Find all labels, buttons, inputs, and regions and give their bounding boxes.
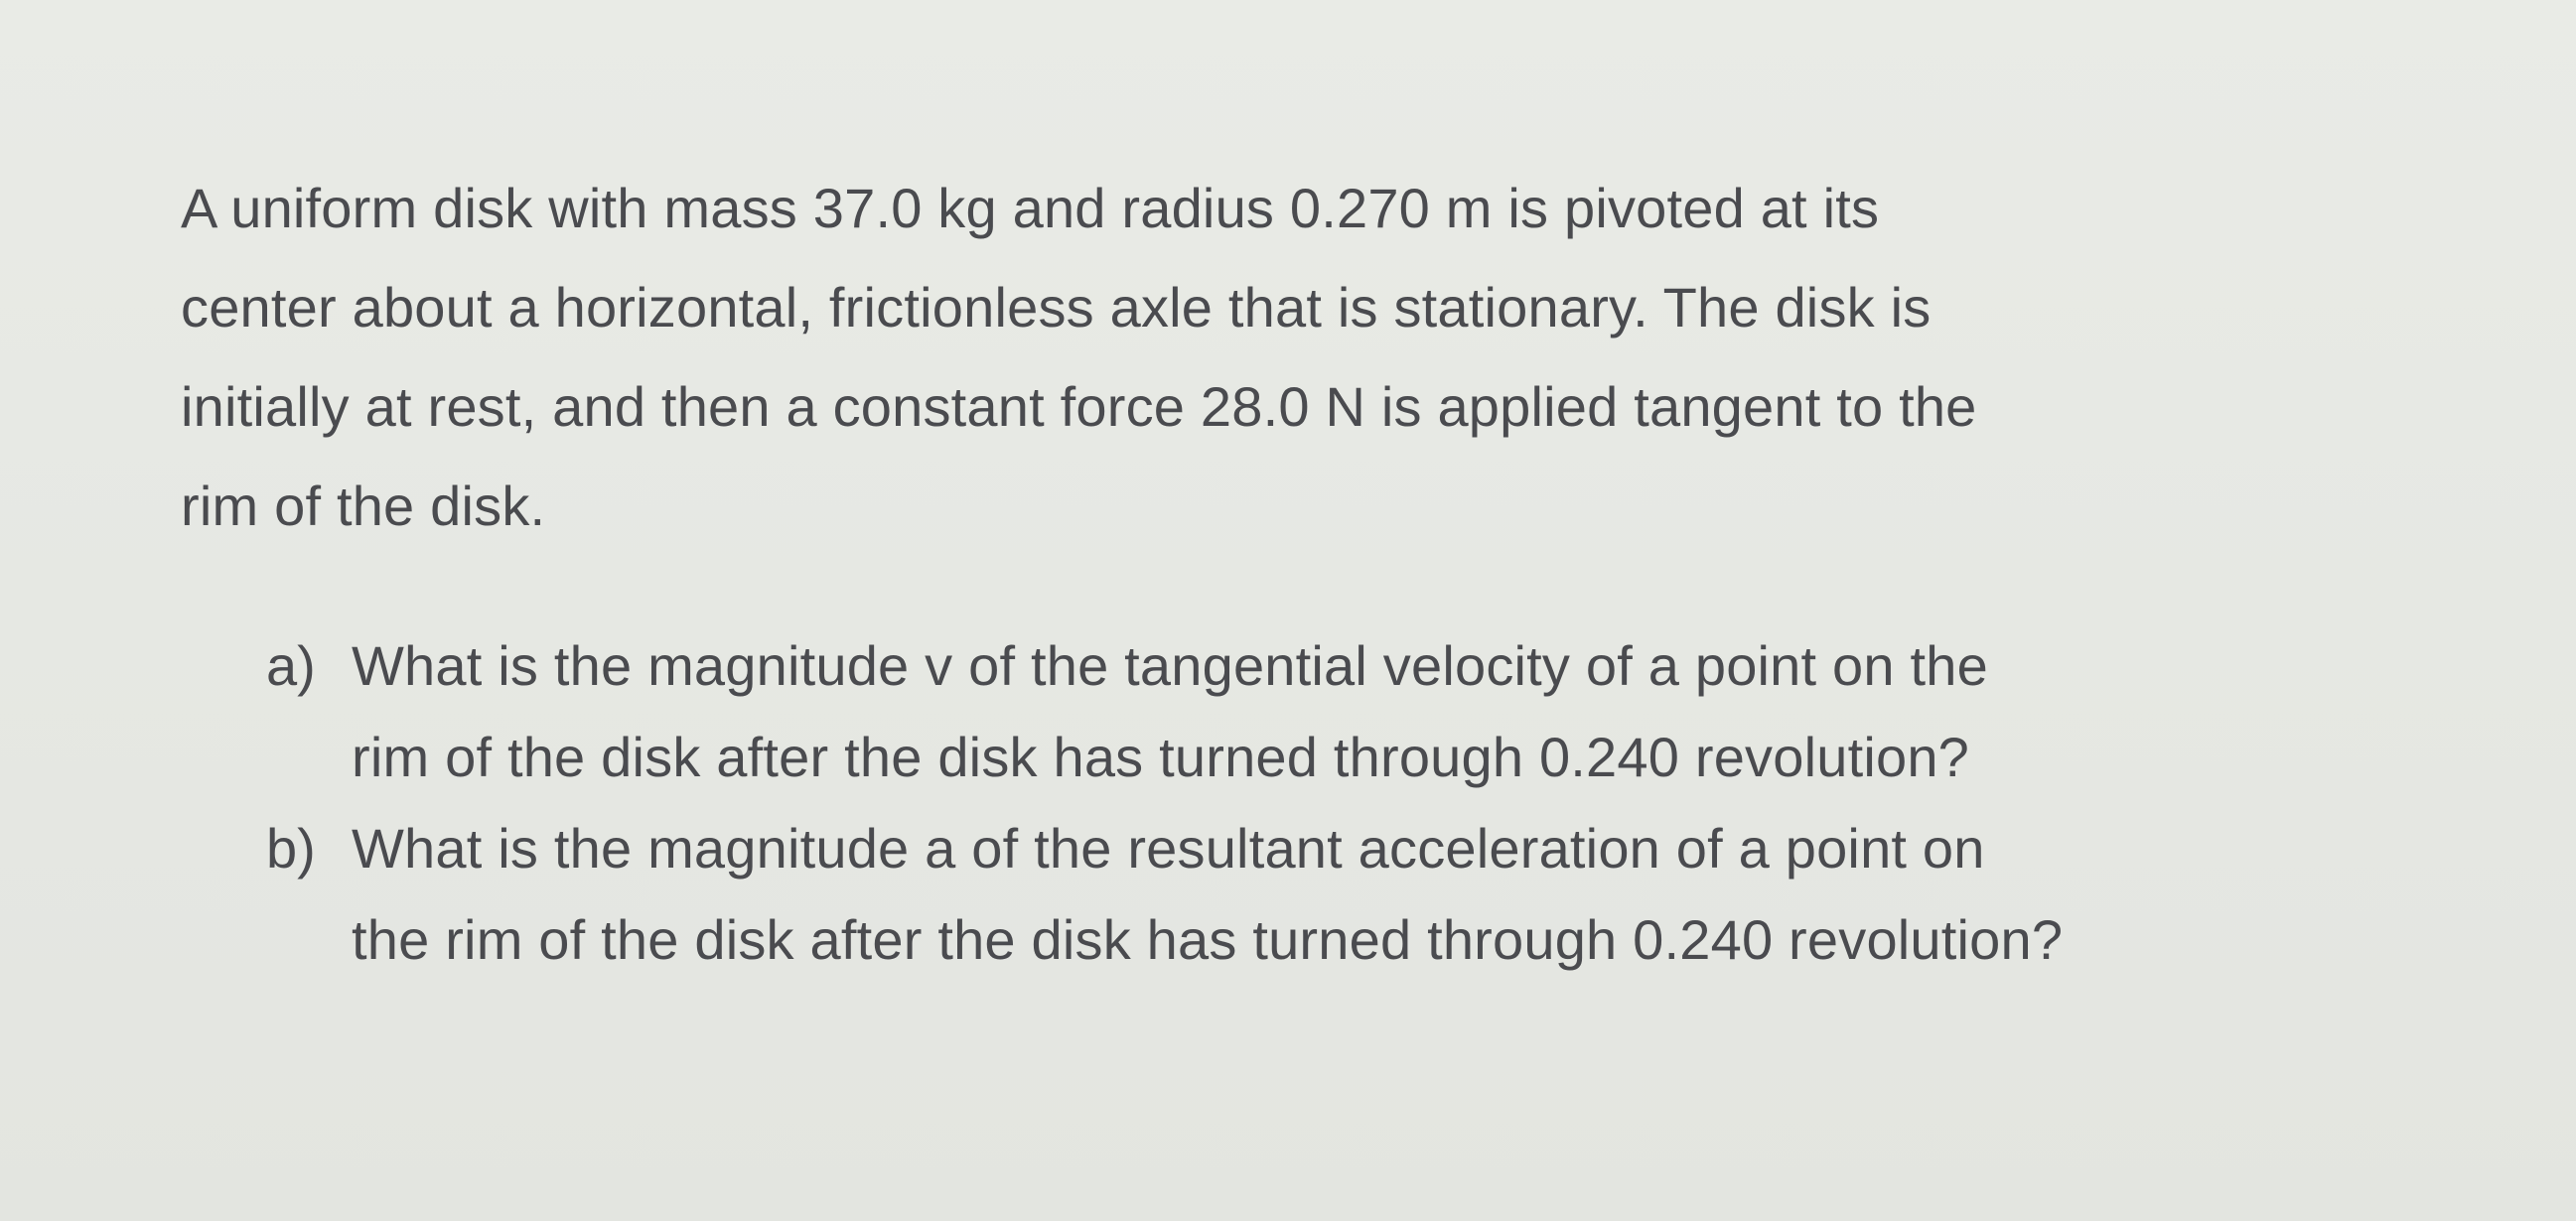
question-text [352,803,2510,986]
question-line: What is the magnitude v of the tangential velocity of a point on the [352,634,1988,697]
problem-statement-line: center about a horizontal, frictionless axle that is stationary. The disk is [181,276,1932,339]
question-list [266,620,2510,986]
question-line: rim of the disk after the disk has turned through 0.240 revolution? [352,726,1970,788]
question-marker: a) [266,634,316,697]
problem-statement [181,159,2425,556]
problem-statement-line: A uniform disk with mass 37.0 kg and radius 0.270 m is pivoted at its [181,177,1880,239]
problem-statement-line: rim of the disk. [181,475,546,537]
question-marker: b) [266,817,316,880]
question-line: What is the magnitude a of the resultant acceleration of a point on [352,817,1985,880]
question-line: the rim of the disk after the disk has turned through 0.240 revolution? [352,908,2064,971]
question-text [352,620,2510,803]
problem-statement-line: initially at rest, and then a constant force 28.0 N is applied tangent to the [181,375,1977,438]
question-b [266,803,2510,986]
question-a [266,620,2510,803]
